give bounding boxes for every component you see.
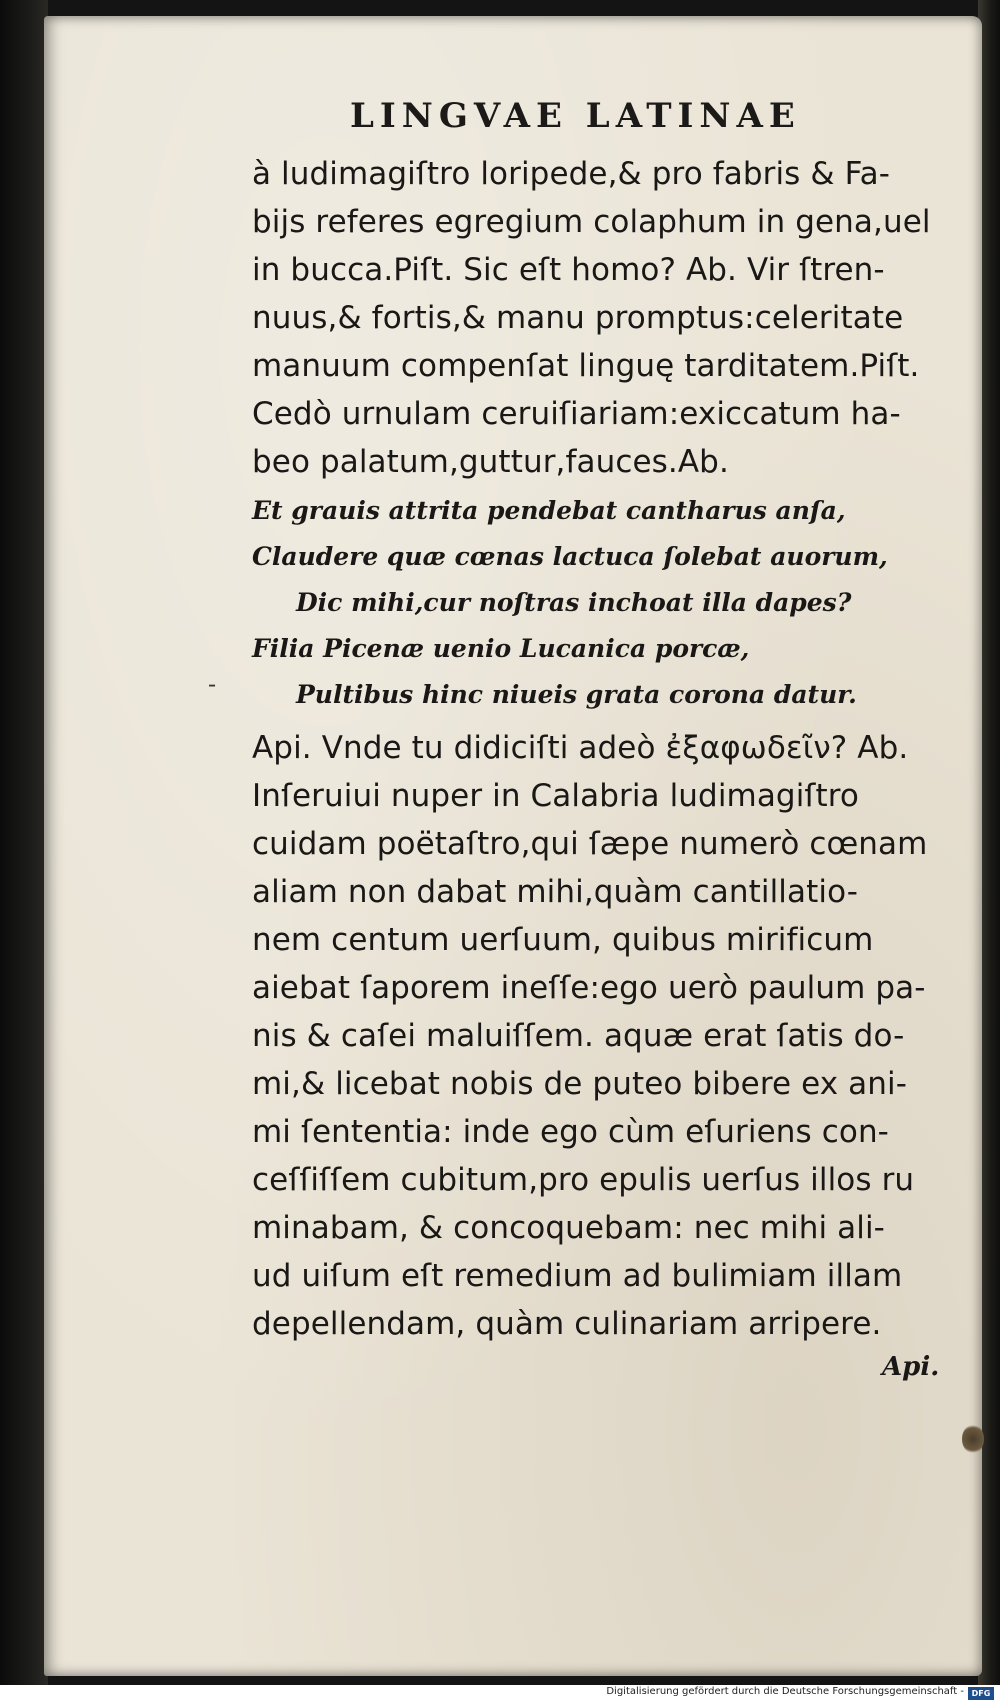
verse-line: Dic mihi,cur noſtras inchoat illa dapes?	[296, 588, 852, 617]
text-line: bijs referes egregium colaphum in gena,uel	[252, 204, 931, 240]
text-line: aliam non dabat mihi,quàm cantillatio-	[252, 874, 859, 910]
text-line: Inſeruiui nuper in Calabria ludimagiſtro	[252, 778, 859, 814]
margin-mark: -	[208, 670, 217, 698]
footer-credit: Digitalisierung gefördert durch die Deutsche Forschungsgemeinschaft -	[606, 1686, 964, 1697]
catchword: Api.	[882, 1352, 940, 1382]
book-gutter-shadow	[0, 0, 48, 1703]
text-line: minabam, & concoquebam: nec mihi ali-	[252, 1210, 885, 1246]
text-line: manuum compenſat linguę tarditatem.Piſt.	[252, 348, 920, 384]
text-line: ud uiſum eſt remedium ad bulimiam illam	[252, 1258, 903, 1294]
verse-line: Claudere quæ cœnas lactuca ſolebat auorum,	[252, 542, 888, 571]
text-line: nuus,& fortis,& manu promptus:celeritate	[252, 300, 904, 336]
text-line: beo palatum,guttur,fauces.Ab.	[252, 444, 729, 480]
text-line: cuidam poëtaſtro,qui ſæpe numerò cœnam	[252, 826, 928, 862]
verse-line: Pultibus hinc niueis grata corona datur.	[296, 680, 857, 709]
text-line: à ludimagiſtro loripede,& pro fabris & Fa-	[252, 156, 891, 192]
dfg-logo: DFG	[968, 1687, 994, 1700]
ink-stain	[962, 1424, 984, 1454]
verse-line: Filia Picenæ uenio Lucanica porcæ,	[252, 634, 750, 663]
text-line: Cedò urnulam ceruiſiariam:exiccatum ha-	[252, 396, 901, 432]
prose-paragraph-1	[252, 150, 972, 486]
text-line: ceſſiſſem cubitum,pro epulis uerſus illos ru	[252, 1162, 915, 1198]
running-head: LINGVAE LATINAE	[350, 96, 801, 136]
text-line: mi ſententia: inde ego cùm eſuriens con-	[252, 1114, 889, 1150]
verse-line: Et grauis attrita pendebat cantharus anſa,	[252, 496, 846, 525]
text-line: Api. Vnde tu didiciſti adeò ἐξαφωδεῖν? Ab.	[252, 730, 909, 766]
text-line: depellendam, quàm culinariam arripere.	[252, 1306, 882, 1342]
text-line: nem centum uerſuum, quibus mirificum	[252, 922, 874, 958]
verse-block	[252, 488, 972, 718]
text-line: nis & caſei maluiſſem. aquæ erat ſatis do-	[252, 1018, 905, 1054]
prose-paragraph-2	[252, 724, 972, 1348]
text-line: in bucca.Piſt. Sic eſt homo? Ab. Vir ſtren-	[252, 252, 885, 288]
text-line: mi,& licebat nobis de puteo bibere ex ani-	[252, 1066, 908, 1102]
text-block	[252, 150, 972, 1348]
text-line: aiebat ſaporem ineſſe:ego uerò paulum pa-	[252, 970, 926, 1006]
